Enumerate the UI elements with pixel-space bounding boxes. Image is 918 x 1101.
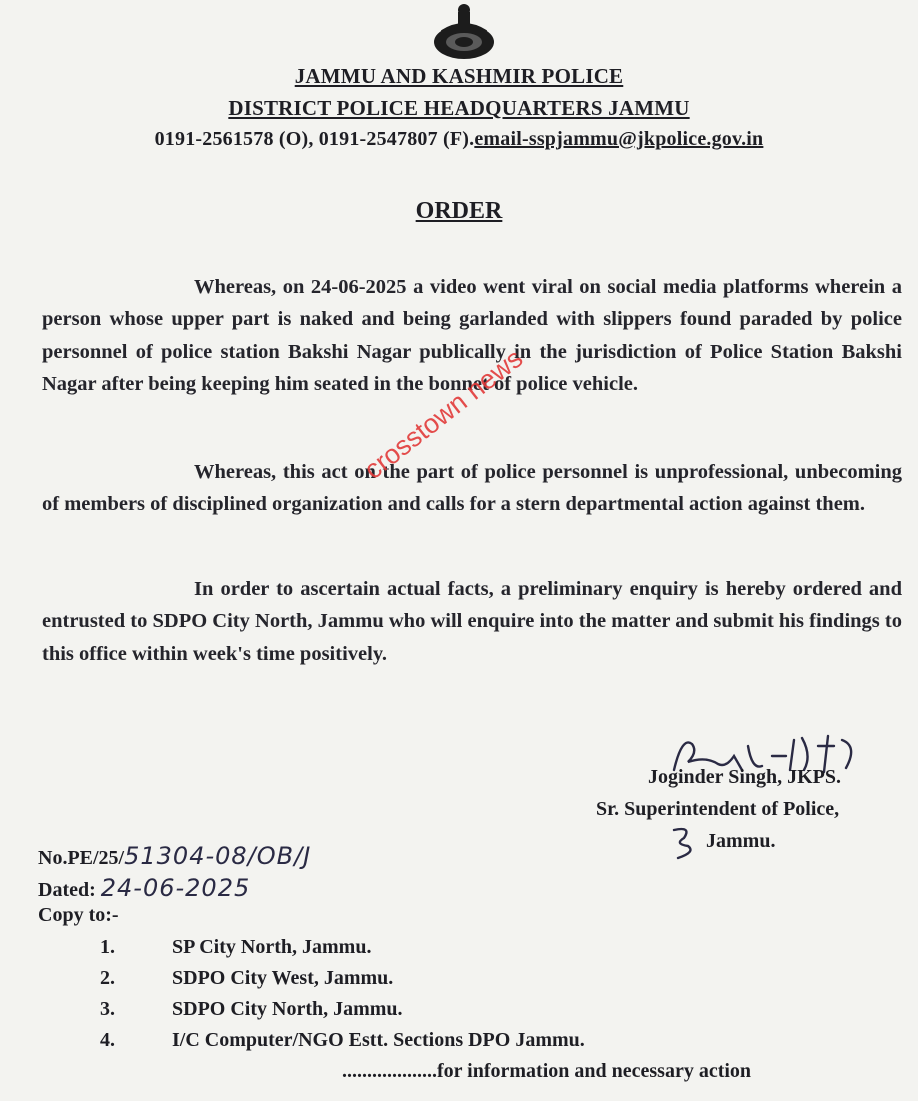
police-emblem-icon [428, 2, 500, 64]
copy-list [100, 932, 585, 1056]
handwritten-ref-number: 51304-08/OB/J [124, 842, 312, 870]
watermark: crosstown news [358, 343, 529, 485]
paragraph-1: Whereas, on 24-06-2025 a video went viral on social media platforms wherein a person whose upper part is naked and being garlanded with slippers found paraded by police personnel of police station Bakshi Nagar publically in the jurisdiction of Police Station Bakshi Nagar after being keeping him seated in the bonnet of police vehicle. [42, 275, 902, 395]
signatory-name: Joginder Singh, JKPS. [648, 766, 842, 788]
list-item: 2. SDPO City West, Jammu. [100, 967, 394, 989]
handwritten-date: 24-06-2025 [100, 874, 251, 902]
initials-scribble [668, 822, 698, 862]
page-title: ORDER [415, 198, 503, 224]
email-link[interactable]: email-sspjammu@jkpolice.gov.in [474, 128, 764, 150]
paragraph-2: Whereas, this act on the part of police personnel is unprofessional, unbecoming of members of disciplined organization and calls for a stern departmental action against them. [42, 460, 902, 515]
list-item: 4. I/C Computer/NGO Estt. Sections DPO Jammu. [100, 1029, 585, 1051]
signatory-designation: Sr. Superintendent of Police, [596, 798, 840, 820]
signatory-place: Jammu. [706, 830, 776, 852]
org-name: JAMMU AND KASHMIR POLICE [294, 64, 624, 88]
contact-line: 0191-2561578 (O), 0191-2547807 (F).email-sspjammu@jkpolice.gov.in [154, 128, 764, 150]
reference-number: No.PE/25/51304-08/OB/J [38, 842, 312, 870]
copy-to-label: Copy to:- [38, 904, 119, 926]
order-date: Dated: 24-06-2025 [38, 874, 251, 902]
action-note: ...................for information and necessary action [342, 1060, 752, 1082]
list-item: 3. SDPO City North, Jammu. [100, 998, 403, 1020]
office-name: DISTRICT POLICE HEADQUARTERS JAMMU [228, 96, 690, 120]
list-item: 1. SP City North, Jammu. [100, 936, 372, 958]
paragraph-3: In order to ascertain actual facts, a preliminary enquiry is hereby ordered and entrusted to SDPO City North, Jammu who will enquire into the matter and submit his findings to this office within week's time positively. [42, 577, 902, 665]
